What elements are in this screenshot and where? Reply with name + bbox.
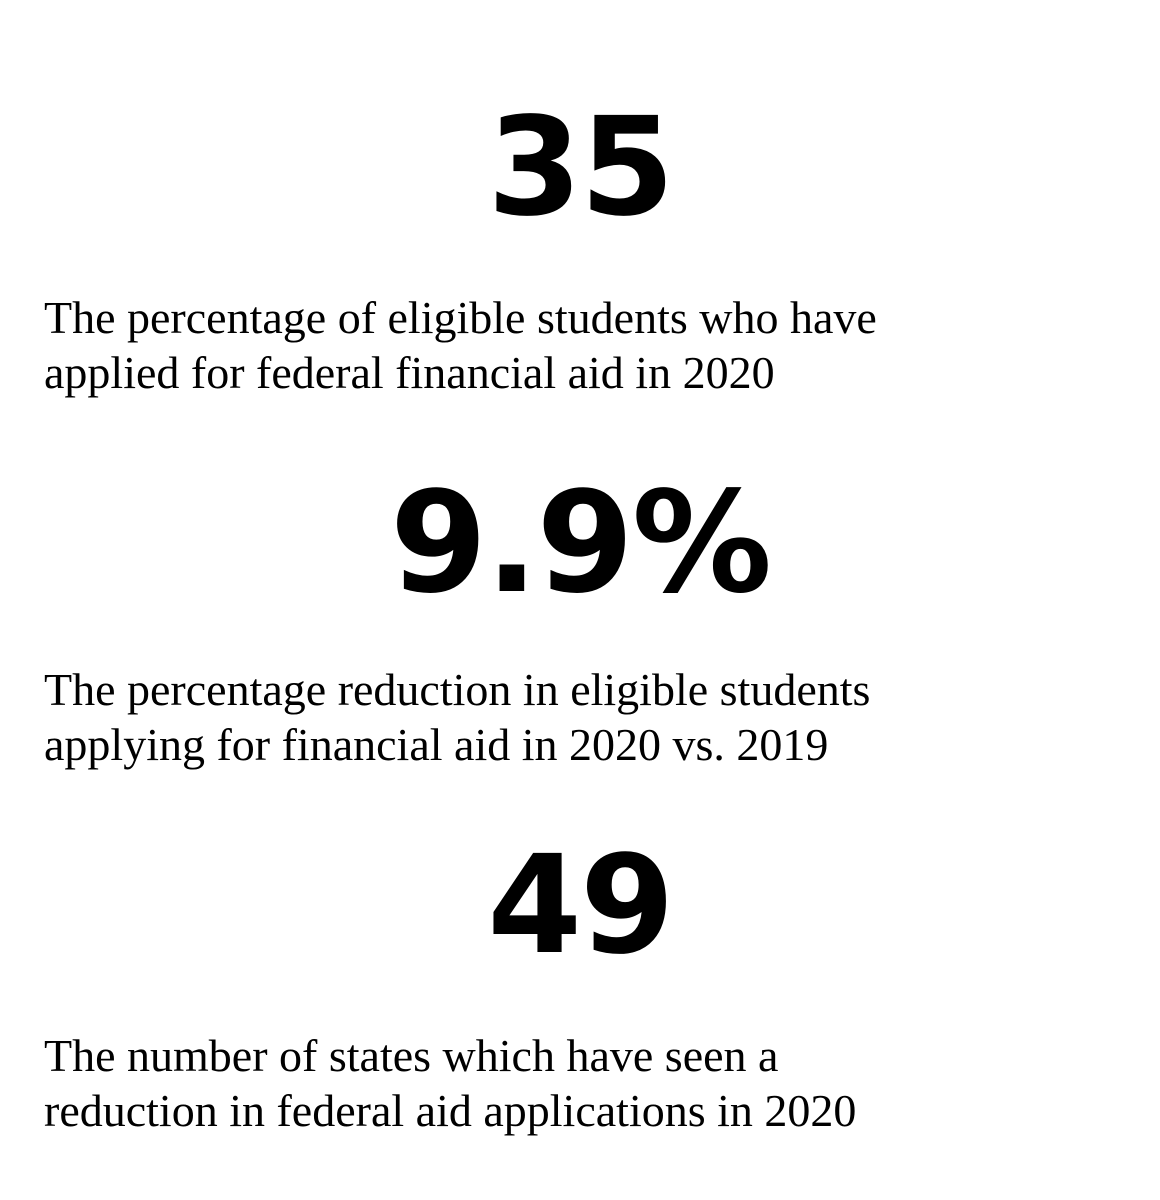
stat-caption-line: The percentage reduction in eligible students [44,664,871,715]
stat-value: 9.9% [389,462,771,625]
stat-caption-line: applied for federal financial aid in 2020 [44,347,775,398]
stat-caption [44,1028,1124,1138]
stat-value: 35 [487,89,673,247]
stat-caption-line: reduction in federal aid applications in 2020 [44,1085,857,1136]
stat-caption-line: The number of states which have seen a [44,1030,779,1081]
stat-caption [44,290,1124,400]
stat-value: 49 [487,827,673,985]
stat-caption-line: applying for financial aid in 2020 vs. 2019 [44,719,829,770]
stat-caption [44,662,1124,772]
stat-caption-line: The percentage of eligible students who have [44,292,877,343]
